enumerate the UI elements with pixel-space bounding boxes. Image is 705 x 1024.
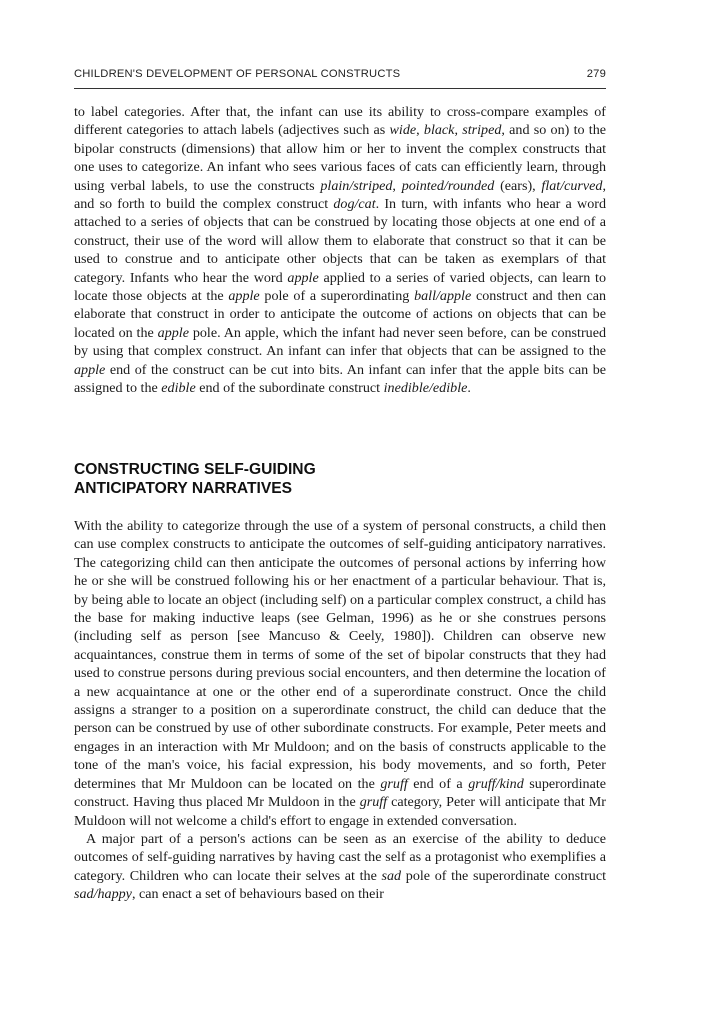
section-heading-line-1: CONSTRUCTING SELF-GUIDING [74,461,316,478]
running-title: CHILDREN'S DEVELOPMENT OF PERSONAL CONSTRUCTS [74,68,401,80]
header-rule [74,88,606,89]
body-text-top [74,103,606,398]
paragraph-protagonist: A major part of a person's actions can be seen as an exercise of the ability to deduce outcomes of self-guiding narratives by having cast the self as a protagonist who exemplifies a category. Children who can locate their selves at the sad pole of the superordinate construct sad/happy, can enact a set of behaviours based on their [74,830,606,903]
body-text-section [74,517,606,904]
paragraph-narratives: With the ability to categorize through the use of a system of personal constructs, a child then can use complex constructs to anticipate the outcomes of self-guiding anticipatory narratives. The categorizing child can then anticipate the outcomes of personal actions by inferring how he or she will be construed following his or her enactment of a particular behaviour. That is, by being able to locate an object (including self) on a particular complex construct, a child has the base for making inductive leaps (see Gelman, 1996) as he or she construes persons (including self as person [see Mancuso & Ceely, 1980]). Children can observe new acquaintances, construe them in terms of some of the set of bipolar constructs that they had used to construe persons during previous social encounters, and then determine the location of a new acquaintance at one or the other end of a superordinate construct. Once the child assigns a stranger to a position on a superordinate construct, the child can deduce that the person can be construed by use of other subordinate constructs. For example, Peter meets and engages in an interaction with Mr Muldoon; and on the basis of constructs applicable to the tone of the man's voice, his facial expression, his body movements, and so forth, Peter determines that Mr Muldoon can be located on the gruff end of a gruff/kind superordinate construct. Having thus placed Mr Muldoon in the gruff category, Peter will anticipate that Mr Muldoon will not welcome a child's effort to engage in extended conversation. [74,518,606,829]
section-heading-line-2: ANTICIPATORY NARRATIVES [74,480,293,497]
paragraph-categories: to label categories. After that, the infant can use its ability to cross-compare examples of different categories to attach labels (adjectives such as wide, black, striped, and so on) to the bipolar constructs (dimensions) that allow him or her to invent the complex constructs that one uses to categorize. An infant who sees various faces of cats can efficiently learn, through using verbal labels, to use the constructs plain/striped, pointed/rounded (ears), flat/curved, and so forth to build the complex construct dog/cat. In turn, with infants who hear a word attached to a series of objects that can be construed by locating those objects at one end of a construct, their use of the word will allow them to elaborate that construct so that it can be used to construe and to anticipate other objects that can be taken as exemplars of that category. Infants who hear the word apple applied to a series of varied objects, can learn to locate those objects at the apple pole of a superordinating ball/apple construct and then can elaborate that construct in order to anticipate the outcome of actions on objects that can be located on the apple pole. An apple, which the infant had never seen before, can be construed by using that complex construct. An infant can infer that objects that can be assigned to the apple end of the construct can be cut into bits. An infant can infer that the apple bits can be assigned to the edible end of the subordinate construct inedible/edible. [74,104,607,397]
section-heading [74,460,606,498]
running-head [74,68,606,84]
page-number: 279 [586,68,606,80]
